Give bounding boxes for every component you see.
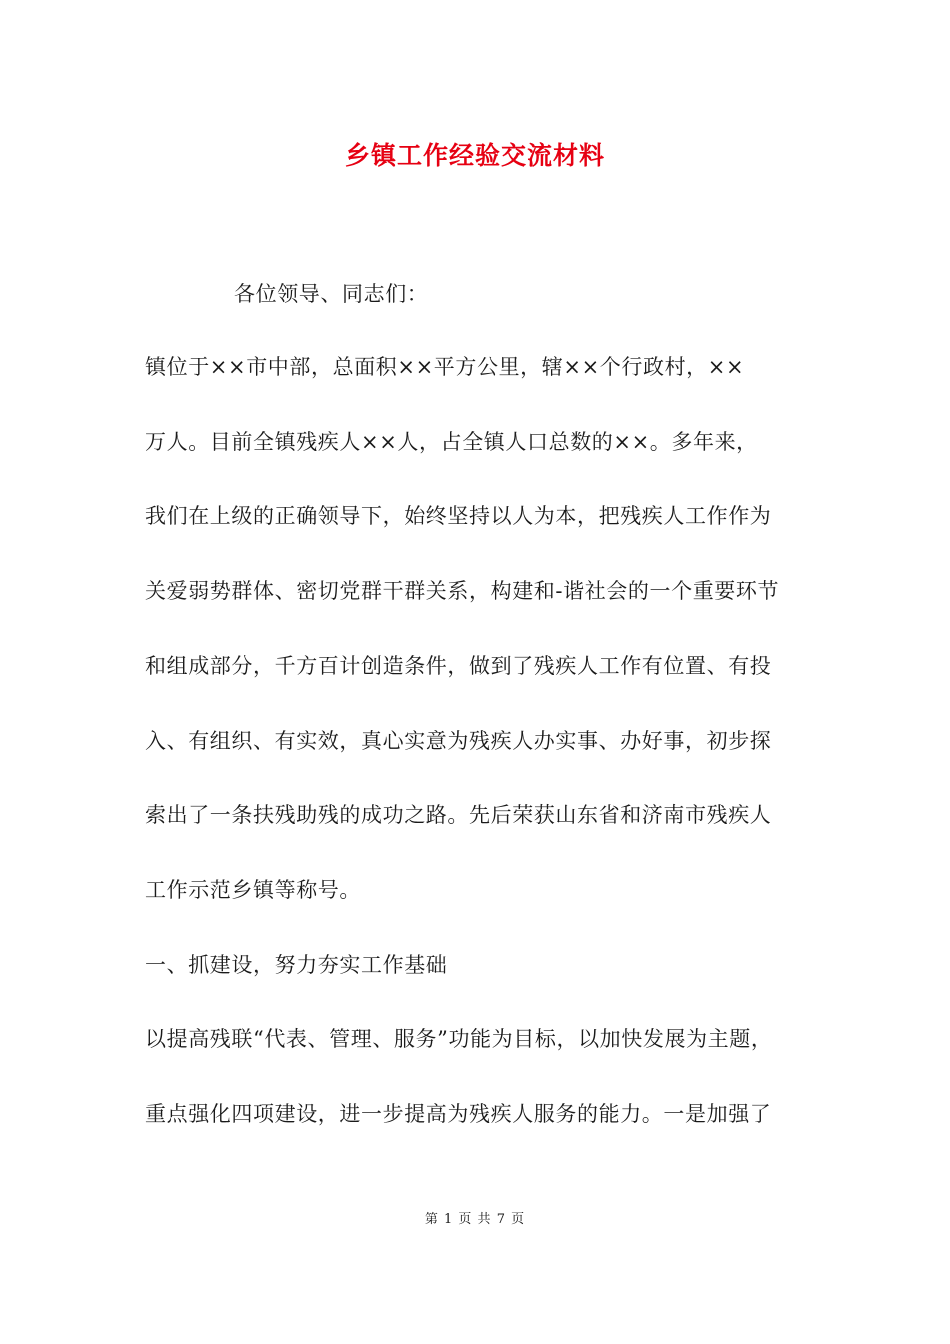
section-heading: 一、抓建设，努力夯实工作基础 xyxy=(145,953,448,977)
body-line: 以提高残联“代表、管理、服务”功能为目标，以加快发展为主题， xyxy=(145,1027,773,1051)
body-line: 重点强化四项建设，进一步提高为残疾人服务的能力。一是加强了 xyxy=(145,1102,772,1126)
body-line: 镇位于××市中部，总面积××平方公里，辖××个行政村，×× xyxy=(145,355,745,379)
body-line: 和组成部分，千方百计创造条件，做到了残疾人工作有位置、有投 xyxy=(145,654,772,678)
greeting: 各位领导、同志们： xyxy=(234,282,429,306)
document-title: 乡镇工作经验交流材料 xyxy=(344,141,605,170)
body-line: 关爱弱势群体、密切党群干群关系，构建和-谐社会的一个重要环节 xyxy=(145,579,780,603)
page-number: 第 1 页 共 7 页 xyxy=(424,1212,526,1227)
body-line: 万人。目前全镇残疾人××人，占全镇人口总数的××。多年来， xyxy=(145,430,758,454)
body-line: 入、有组织、有实效，真心实意为残疾人办实事、办好事，初步探 xyxy=(145,729,772,753)
body-line: 我们在上级的正确领导下，始终坚持以人为本，把残疾人工作作为 xyxy=(145,504,772,528)
body-line: 索出了一条扶残助残的成功之路。先后荣获山东省和济南市残疾人 xyxy=(145,803,772,827)
body-line: 工作示范乡镇等称号。 xyxy=(145,878,361,902)
